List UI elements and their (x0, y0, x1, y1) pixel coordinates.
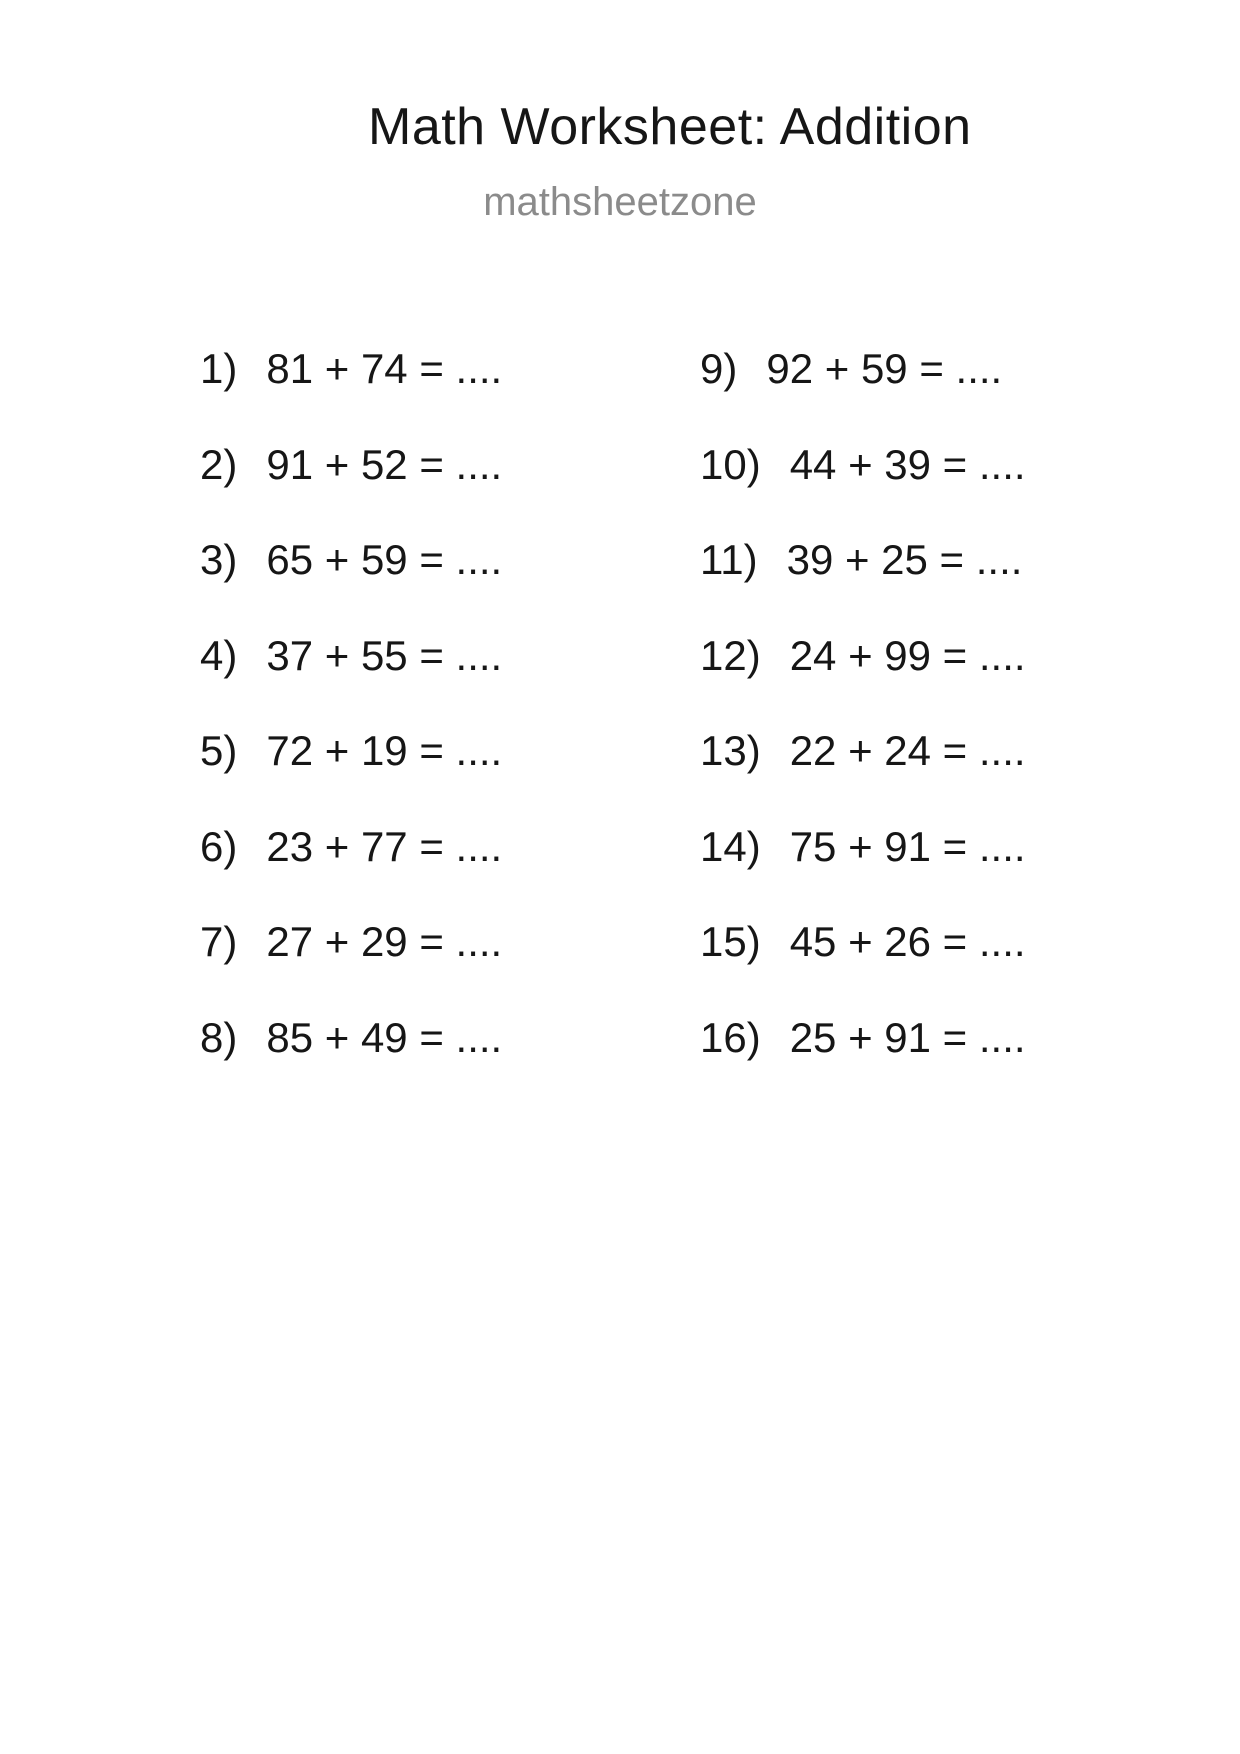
problem-expression: 91 + 52 = .... (266, 440, 503, 488)
problem-number: 15) (700, 918, 761, 965)
problem-row-2 (200, 440, 503, 540)
problem-row-11 (700, 536, 1026, 635)
problem-expression: 65 + 59 = .... (266, 536, 503, 583)
problems-column-left (200, 345, 503, 1112)
problem-number: 11) (700, 536, 758, 583)
problem-expression: 27 + 29 = .... (266, 918, 503, 965)
problem-row-8 (200, 1013, 503, 1113)
page-subtitle: mathsheetzone (483, 180, 757, 224)
problem-number: 6) (200, 822, 238, 870)
problem-row-5 (200, 727, 503, 826)
problem-expression: 24 + 99 = .... (789, 631, 1026, 679)
problem-row-3 (200, 536, 503, 635)
problem-expression: 44 + 39 = .... (789, 440, 1026, 488)
problem-row-4 (200, 631, 503, 731)
page-title: Math Worksheet: Addition (368, 98, 972, 156)
problem-number: 9) (700, 345, 738, 392)
problem-row-14 (700, 822, 1026, 922)
problem-row-9 (700, 345, 1026, 444)
problem-number: 8) (200, 1013, 238, 1061)
problem-expression: 75 + 91 = .... (789, 822, 1026, 870)
problem-row-12 (700, 631, 1026, 731)
problem-number: 1) (200, 345, 238, 392)
problem-expression: 85 + 49 = .... (266, 1013, 503, 1061)
problems-column-right (700, 345, 1026, 1112)
problem-number: 14) (700, 822, 761, 870)
problem-row-16 (700, 1013, 1026, 1113)
problem-expression: 25 + 91 = .... (789, 1013, 1026, 1061)
problem-number: 2) (200, 440, 238, 488)
problem-expression: 45 + 26 = .... (789, 918, 1026, 965)
problem-expression: 37 + 55 = .... (266, 631, 503, 679)
problem-expression: 92 + 59 = .... (766, 345, 1003, 392)
problem-expression: 22 + 24 = .... (789, 727, 1026, 774)
problem-number: 12) (700, 631, 761, 679)
problem-row-15 (700, 918, 1026, 1017)
problem-number: 5) (200, 727, 238, 774)
problem-expression: 81 + 74 = .... (266, 345, 503, 392)
problem-expression: 23 + 77 = .... (266, 822, 503, 870)
problem-row-7 (200, 918, 503, 1017)
problem-number: 10) (700, 440, 761, 488)
problem-row-1 (200, 345, 503, 444)
problem-number: 4) (200, 631, 238, 679)
problem-row-6 (200, 822, 503, 922)
problem-number: 13) (700, 727, 761, 774)
problem-row-13 (700, 727, 1026, 826)
problem-expression: 39 + 25 = .... (786, 536, 1023, 583)
problem-number: 16) (700, 1013, 761, 1061)
problem-number: 7) (200, 918, 238, 965)
problem-row-10 (700, 440, 1026, 540)
problem-number: 3) (200, 536, 238, 583)
problem-expression: 72 + 19 = .... (266, 727, 503, 774)
